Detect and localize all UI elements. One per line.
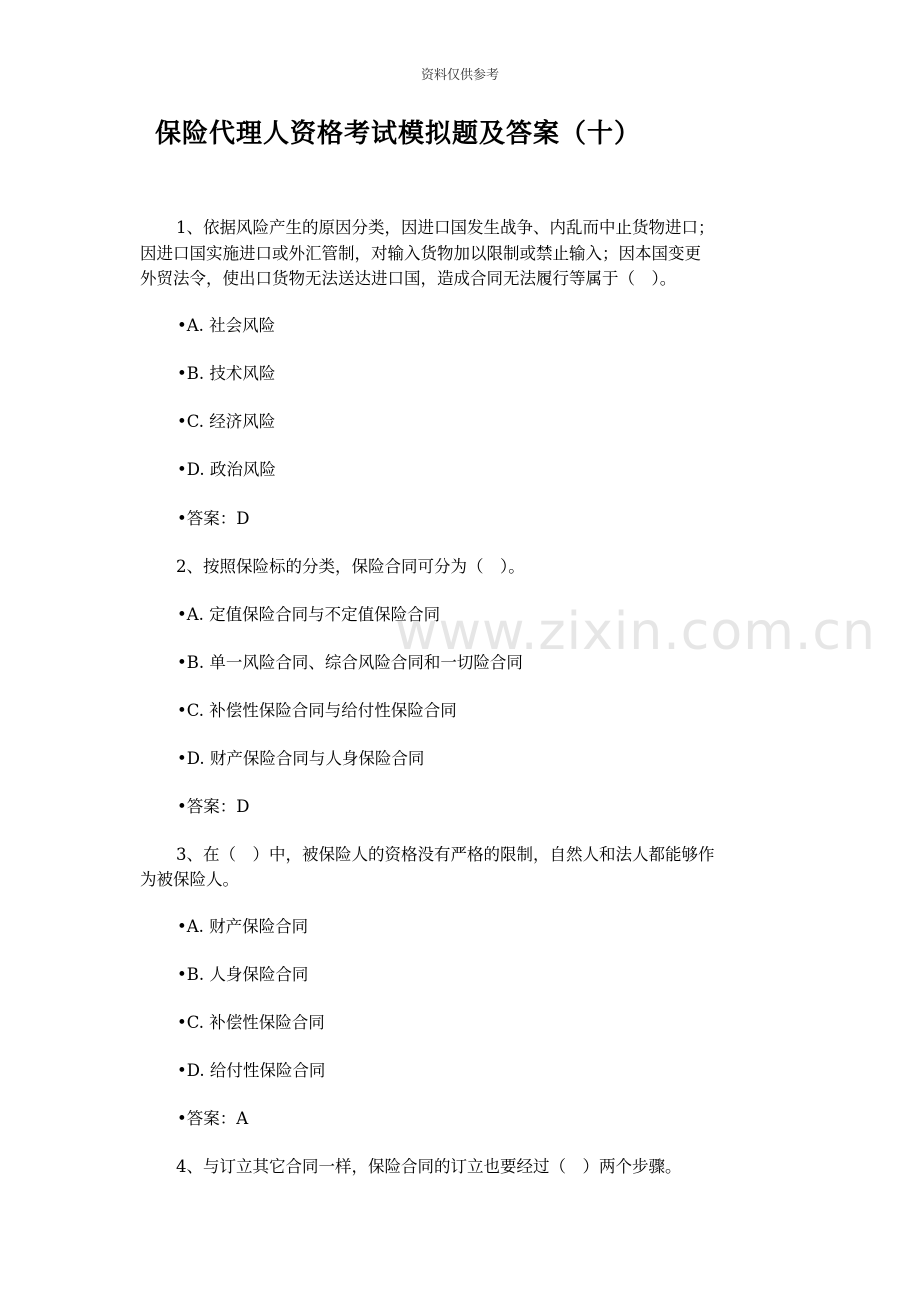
question-1-answer: •答案：D [177, 509, 250, 528]
question-3-option-a: •A. 财产保险合同 [177, 917, 309, 936]
question-1-option-d: •D. 政治风险 [177, 460, 276, 479]
question-3-stem-line-2: 为被保险人。 [140, 870, 239, 889]
watermark: www.zixin.com.cn [395, 602, 876, 662]
question-1-option-b: •B. 技术风险 [177, 364, 276, 383]
question-3-stem-line-1: 3、在（ ）中，被保险人的资格没有严格的限制，自然人和法人都能够作 [176, 845, 715, 864]
page-header: 资料仅供参考 [420, 68, 499, 83]
question-2-stem-line-1: 2、按照保险标的分类，保险合同可分为（ ）。 [176, 557, 525, 576]
question-2-option-c: •C. 补偿性保险合同与给付性保险合同 [177, 701, 457, 720]
question-1-stem-line-2: 因进口国实施进口或外汇管制，对输入货物加以限制或禁止输入；因本国变更 [140, 244, 701, 263]
question-2-option-b: •B. 单一风险合同、综合风险合同和一切险合同 [177, 653, 523, 672]
question-3-option-d: •D. 给付性保险合同 [177, 1061, 326, 1080]
question-3-answer: •答案：A [177, 1109, 249, 1128]
question-3-option-b: •B. 人身保险合同 [177, 965, 309, 984]
question-2-option-d: •D. 财产保险合同与人身保险合同 [177, 749, 425, 768]
question-2-option-a: •A. 定值保险合同与不定值保险合同 [177, 605, 441, 624]
question-2-answer: •答案：D [177, 797, 250, 816]
question-1-option-a: •A. 社会风险 [177, 316, 276, 335]
question-1-option-c: •C. 经济风险 [177, 412, 276, 431]
document-title: 保险代理人资格考试模拟题及答案（十） [155, 119, 642, 149]
question-1-stem-line-1: 1、依据风险产生的原因分类，因进口国发生战争、内乱而中止货物进口； [176, 218, 715, 237]
question-1-stem-line-3: 外贸法令，使出口货物无法送达进口国，造成合同无法履行等属于（ ）。 [140, 269, 677, 288]
question-3-option-c: •C. 补偿性保险合同 [177, 1013, 325, 1032]
question-4-stem-line-1: 4、与订立其它合同一样，保险合同的订立也要经过（ ）两个步骤。 [176, 1157, 682, 1176]
